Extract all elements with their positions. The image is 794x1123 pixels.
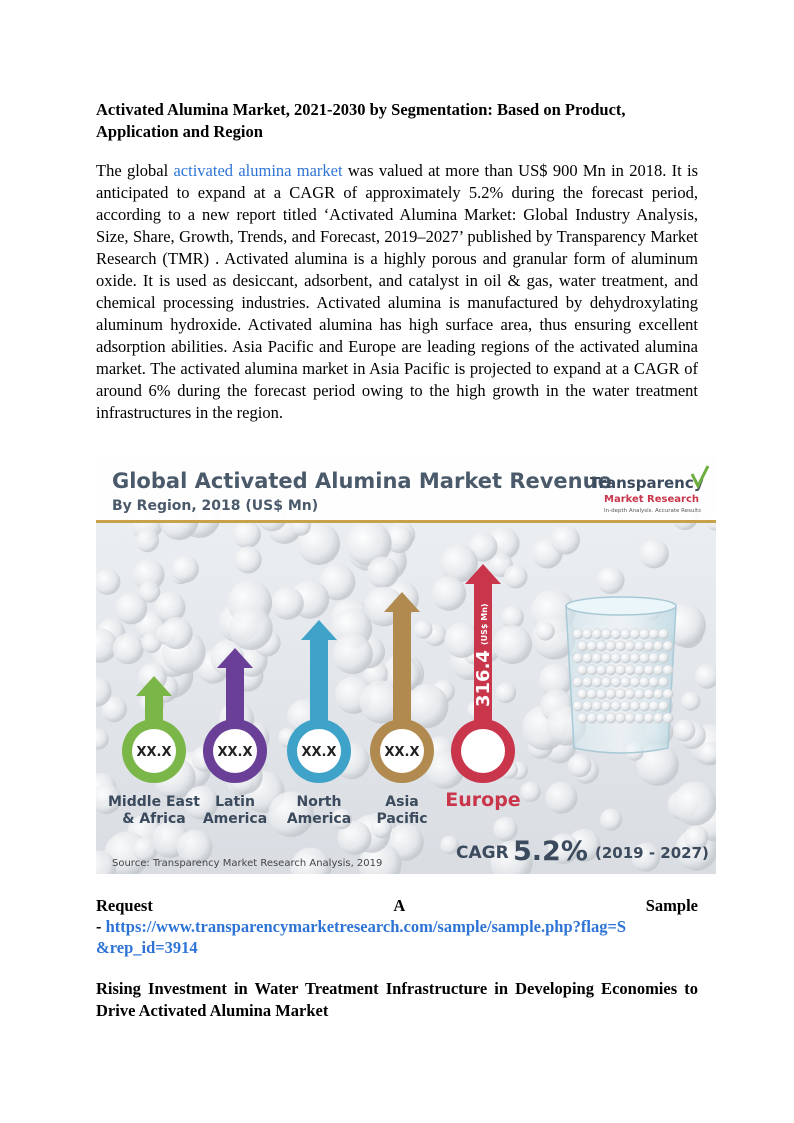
region-ring-inner [461, 729, 505, 773]
cagr-label: CAGR [456, 843, 509, 863]
region-value-label: XX.X [301, 745, 337, 760]
request-sample-row [96, 895, 698, 916]
a-word: A [393, 896, 406, 915]
logo-tagline: In-depth Analysis. Accurate Results [604, 508, 701, 514]
infographic-title: Global Activated Alumina Market Revenue [112, 469, 612, 493]
sample-request-link[interactable]: https://www.transparencymarketresearch.com/sample/sample.php?flag=S [105, 917, 627, 936]
infographic-canvas [96, 456, 716, 874]
region-label: Asia [385, 794, 419, 810]
logo-line1: Transparency [590, 474, 704, 492]
sample-request-link-continued[interactable]: &rep_id=3914 [96, 938, 198, 957]
logo-line2: Market Research [604, 494, 699, 505]
section-subheading: Rising Investment in Water Treatment Infrastructure in Developing Economies to Drive Activated Alumina Market [96, 979, 698, 1020]
region-value-label: XX.X [384, 745, 420, 760]
region-label: Middle East [108, 794, 200, 810]
region-label: & Africa [122, 811, 186, 827]
request-sample-block [96, 895, 698, 958]
request-link-line [96, 916, 698, 937]
cagr-period: (2019 - 2027) [595, 844, 709, 862]
request-dash: - [96, 917, 106, 936]
region-label: Europe [445, 789, 521, 811]
infographic-source: Source: Transparency Market Research Analysis, 2019 [112, 858, 383, 869]
europe-unit-label: (US$ Mn) [480, 603, 489, 645]
header-divider [96, 520, 716, 523]
region-marker-1 [108, 676, 200, 827]
region-value-label: XX.X [217, 745, 253, 760]
region-label: Pacific [376, 811, 428, 827]
para-text-rest: was valued at more than US$ 900 Mn in 2018. It is anticipated to expand at a CAGR of approximately 5.2% during the forecast period, according to a new report titled ‘Activated Alumina Market: Global Industry Analysis, Size, Share, Growth, Trends, and Forecast, 2019–2027’ published by Transparency Market Research (TMR) . Activated alumina is a highly porous and granular form of aluminum oxide. It is used as desiccant, adsorbent, and catalyst in oil & gas, water treatment, and chemical processing industries. Activated alumina is manufactured by dehydroxylating aluminum hydroxide. Activated alumina has high surface area, thus ensuring excellent adsorption abilities. Asia Pacific and Europe are leading regions of the activated alumina market. The activated alumina market in Asia Pacific is projected to expand at a CAGR of around 6% during the forecast period owing to the high growth in the water treatment infrastructures in the region. [96, 161, 698, 422]
document-title: Activated Alumina Market, 2021-2030 by Segmentation: Based on Product, Application and Region [96, 100, 626, 141]
intro-paragraph [96, 160, 698, 424]
infographic-subtitle: By Region, 2018 (US$ Mn) [112, 498, 319, 514]
region-label: Latin [215, 794, 255, 810]
activated-alumina-market-link[interactable]: activated alumina market [173, 161, 343, 180]
cagr-callout [456, 836, 709, 867]
region-label: America [286, 811, 352, 827]
request-word: Request [96, 896, 153, 915]
europe-value-label: 316.4 [473, 650, 494, 707]
request-link-line-2 [96, 937, 698, 958]
market-revenue-infographic [96, 456, 716, 874]
region-label: America [202, 811, 268, 827]
sample-word: Sample [645, 896, 698, 915]
glass-jar-icon [566, 597, 676, 753]
cagr-value: 5.2% [513, 836, 588, 867]
region-label: North [296, 794, 342, 810]
para-text-start: The global [96, 161, 174, 180]
region-value-label: XX.X [136, 745, 172, 760]
